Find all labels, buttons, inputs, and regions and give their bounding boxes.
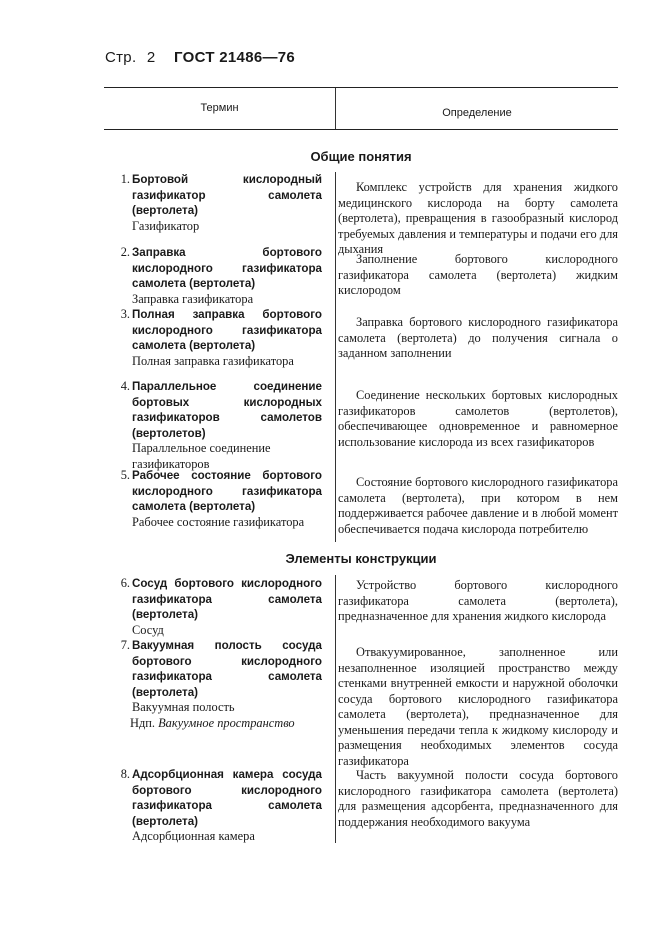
- term-definition: Состояние бортового кислородного газификатора самолета (вертолета), при котором в нем поддерживается рабочее давление и в любой момент обеспечивается подача кислорода потребителю: [338, 475, 618, 536]
- term-title: Сосуд бортового кислородного газификатора самолета (вертолета): [132, 577, 322, 621]
- term-entry: [110, 468, 322, 530]
- column-divider-section-2: [335, 575, 336, 843]
- term-number: 4.: [120, 379, 130, 393]
- term-title: Параллельное соединение бортовых кислородных газификаторов самолетов (вертолетов): [132, 380, 322, 440]
- deprecated-term-text: Вакуумное пространство: [158, 715, 295, 730]
- term-title: Полная заправка бортового кислородного газификатора самолета (вертолета): [132, 308, 322, 352]
- term-synonym: Рабочее состояние газификатора: [132, 514, 305, 529]
- term-column-header: Термин: [200, 102, 239, 114]
- term-number: 3.: [120, 307, 130, 321]
- standard-number: ГОСТ 21486—76: [174, 49, 296, 66]
- term-synonym: Адсорбционная камера: [132, 829, 255, 843]
- term-number: 7.: [120, 638, 130, 652]
- term-synonym: Параллельное соединение газификаторов: [132, 441, 271, 471]
- term-entry: [110, 576, 322, 638]
- term-number: 2.: [120, 245, 130, 259]
- term-definition: Заполнение бортового кислородного газификатора самолета (вертолета) жидким кислородом: [338, 252, 618, 297]
- term-number: 5.: [120, 468, 130, 482]
- term-number: 6.: [120, 576, 130, 590]
- term-title: Бортовой кислородный газификатор самолета (вертолета): [132, 173, 322, 217]
- term-synonym: Заправка газификатора: [132, 291, 254, 306]
- term-title: Рабочее состояние бортового кислородного газификатора самолета (вертолета): [132, 469, 322, 513]
- definition-column-header: Определение: [442, 107, 512, 119]
- page-label: Стр.: [105, 49, 137, 66]
- term-definition: Отвакуумированное, заполненное или незаполненное изоляцией пространство между стенками внутренней емкости и наружной оболочки сосуда бортового кислородного газификатора самолета (вертолета), предназначенное для уменьшения передачи тепла к жидкому кислороду и размещения необходимых элементов сосуда газификатора: [338, 645, 618, 768]
- section-title-construction: Элементы конструкции: [285, 551, 437, 566]
- term-definition: Часть вакуумной полости сосуда бортового кислородного газификатора самолета (вертолета) для размещения адсорбента, предназначенного для поддержания необходимого вакуума: [338, 768, 618, 829]
- term-entry: [110, 245, 322, 307]
- page-number: 2: [146, 49, 156, 66]
- deprecated-label: Ндп.: [130, 715, 155, 730]
- term-title: Адсорбционная камера сосуда бортового кислородного газификатора самолета (вертолета): [132, 768, 322, 828]
- term-number: 8.: [120, 767, 130, 781]
- term-title: Вакуумная полость сосуда бортового кислородного газификатора самолета (вертолета): [132, 639, 322, 699]
- term-number: 1.: [120, 172, 130, 186]
- table-top-rule: [104, 87, 618, 88]
- term-synonym: Сосуд: [132, 622, 164, 637]
- term-entry: [110, 638, 322, 731]
- term-title: Заправка бортового кислородного газификатора самолета (вертолета): [132, 246, 322, 290]
- term-definition: Заправка бортового кислородного газификатора самолета (вертолета) до получения сигнала о заданном заполнении: [338, 315, 618, 360]
- column-divider-section-1: [335, 172, 336, 542]
- page-header: [105, 49, 295, 66]
- section-title-general: Общие понятия: [310, 149, 412, 164]
- term-synonym: Газификатор: [132, 218, 200, 233]
- table-header-rule: [104, 129, 618, 130]
- term-definition: Устройство бортового кислородного газификатора самолета (вертолета), предназначенное для хранения жидкого кислорода: [338, 578, 618, 623]
- deprecated-term: [130, 716, 322, 732]
- term-definition: Соединение нескольких бортовых кислородных газификаторов самолетов (вертолетов), обеспечивающее одновременное и равномерное использование кислорода из всех газификаторов: [338, 388, 618, 449]
- term-entry: [110, 767, 322, 845]
- term-synonym: Полная заправка газификатора: [132, 353, 294, 368]
- term-synonym: Вакуумная полость: [132, 700, 235, 714]
- term-entry: [110, 379, 322, 472]
- term-definition: Комплекс устройств для хранения жидкого медицинского кислорода на борту самолета (вертолета), превращения в газообразный кислород требуемых давления и температуры и подачи его для дыхания: [338, 180, 618, 256]
- term-entry: [110, 307, 322, 369]
- term-entry: [110, 172, 322, 234]
